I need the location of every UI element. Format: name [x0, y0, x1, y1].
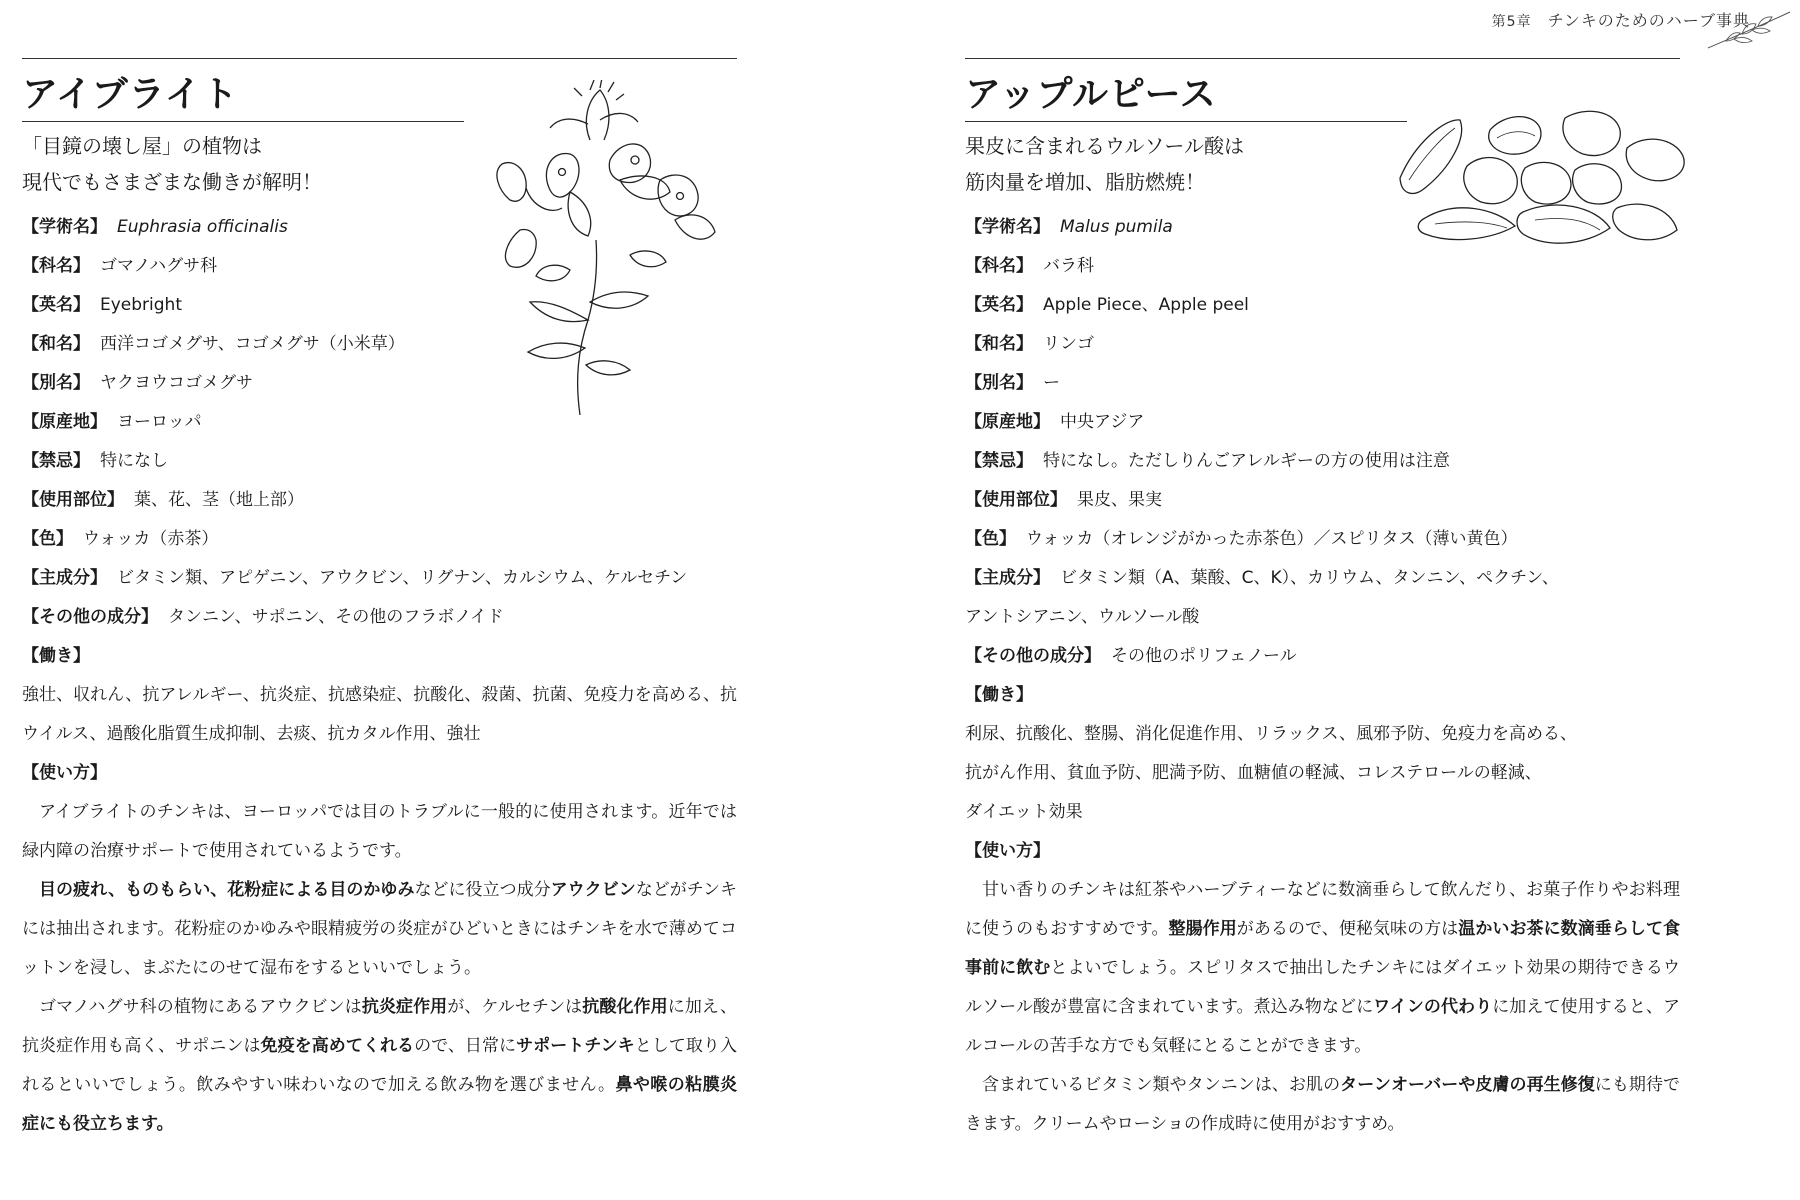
field-value: その他のポリフェノール: [1111, 646, 1297, 666]
usage-heading: 【使い方】: [22, 763, 107, 783]
bold-phrase: 鼻や喉の粘膜炎症にも役立ちます。: [22, 1075, 737, 1134]
field-value: ビタミン類、アピゲニン、アウクビン、リグナン、カルシウム、ケルセチン: [117, 568, 688, 588]
usage-paragraph-2: [965, 1066, 1680, 1144]
text-run: ので、日常に: [414, 1036, 517, 1056]
field-key: 【英名】: [965, 295, 1033, 315]
field-value: Eyebright: [100, 295, 182, 315]
field-row-contraindication: [22, 442, 737, 481]
effects-heading: 【働き】: [22, 646, 90, 666]
usage-paragraph-1: [965, 871, 1680, 1066]
herb-fields: [965, 208, 1680, 1144]
bold-phrase: 温かいお茶に数滴垂らして食事前に飲む: [965, 919, 1681, 978]
field-value: ウォッカ（赤茶）: [83, 529, 219, 549]
field-value: 中央アジア: [1060, 412, 1145, 432]
field-key: 【禁忌】: [965, 451, 1033, 471]
text-run: などがチンキには抽出されます。花粉症のかゆみや眼精疲労の炎症がひどいときにはチンキを水で薄めてコットンを浸し、まぶたにのせて湿布をするといいでしょう。: [22, 880, 738, 978]
chapter-title: チンキのためのハーブ事典: [1547, 11, 1750, 30]
herb-title: アップルピース: [965, 74, 1217, 115]
chapter-number: 第5章: [1491, 14, 1532, 30]
bold-phrase: 抗炎症作用: [361, 997, 448, 1017]
bold-phrase: 免疫を高めてくれる: [260, 1036, 415, 1056]
field-row-color: [22, 520, 737, 559]
text-run: に加え、抗炎症作用も高く、サポニンは: [22, 997, 738, 1056]
field-key: 【色】: [965, 529, 1016, 549]
leaf-sprig-icon: [1706, 8, 1792, 54]
effects-line-2: 抗がん作用、貧血予防、肥満予防、血糖値の軽減、コレステロールの軽減、: [965, 763, 1542, 783]
bold-phrase: 抗酸化作用: [582, 997, 668, 1017]
field-value: ビタミン類（A、葉酸、C、K）、カリウム、タンニン、ペクチン、: [1060, 568, 1559, 588]
bold-phrase: アウクビン: [550, 880, 636, 900]
usage-paragraph-3: [22, 988, 737, 1144]
field-key: 【別名】: [965, 373, 1033, 393]
field-value: 特になし: [100, 451, 168, 471]
field-row-main-components: [22, 559, 737, 598]
field-key: 【使用部位】: [965, 490, 1067, 510]
text-run: があるので、便秘気味の方は: [1236, 919, 1459, 939]
field-row-parts: [965, 481, 1680, 520]
field-row-parts: [22, 481, 737, 520]
field-value: リンゴ: [1043, 334, 1094, 354]
field-row-contraindication: [965, 442, 1680, 481]
text-run: として取り入れるといいでしょう。飲みやすい味わいなので加える飲み物を選びません。: [22, 1036, 737, 1095]
field-row-main-components-cont: [965, 598, 1680, 637]
field-key: 【英名】: [22, 295, 90, 315]
title-underline: [965, 121, 1407, 122]
field-value: アントシアニン、ウルソール酸: [965, 607, 1200, 627]
field-key: 【主成分】: [22, 568, 107, 588]
field-key: 【別名】: [22, 373, 90, 393]
effects-heading: 【働き】: [965, 685, 1033, 705]
effects-line-3: ダイエット効果: [965, 802, 1083, 822]
field-key: 【禁忌】: [22, 451, 90, 471]
field-row-other-components: [965, 637, 1680, 676]
field-value: Euphrasia officinalis: [117, 217, 288, 237]
field-row-japanese: [965, 325, 1680, 364]
bold-phrase: ワインの代わり: [1373, 997, 1493, 1017]
field-key: 【その他の成分】: [22, 607, 158, 627]
text-run: ゴマノハグサ科の植物にあるアウクビンは: [39, 997, 362, 1017]
field-key: 【和名】: [22, 334, 90, 354]
field-key: 【科名】: [965, 256, 1033, 276]
text-run: とよいでしょう。スピリタスで抽出したチンキにはダイエット効果の期待できるウルソール酸が豊富に含まれています。煮込み物などに: [965, 958, 1680, 1017]
effects-line-1: 利尿、抗酸化、整腸、消化促進作用、リラックス、風邪予防、免疫力を高める、: [965, 724, 1577, 744]
field-key: 【原産地】: [965, 412, 1050, 432]
text-run: が、ケルセチンは: [447, 997, 583, 1017]
field-value: 果皮、果実: [1077, 490, 1162, 510]
field-key: 【学術名】: [22, 217, 107, 237]
field-row-origin: [965, 403, 1680, 442]
apple-pieces-illustration: [1395, 108, 1695, 268]
bold-phrase: ターンオーバーや皮膚の再生修復: [1340, 1075, 1595, 1095]
tagline-line-2: 現代でもさまざまな働きが解明！: [22, 170, 322, 194]
field-value: ー: [1043, 373, 1060, 393]
field-row-alias: [965, 364, 1680, 403]
field-value: 西洋コゴメグサ、コゴメグサ（小米草）: [100, 334, 405, 354]
field-row-other-components: [22, 598, 737, 637]
usage-paragraph-2: [22, 871, 737, 988]
field-value: ゴマノハグサ科: [100, 256, 218, 276]
field-key: 【原産地】: [22, 412, 107, 432]
bold-phrase: サポートチンキ: [516, 1036, 635, 1056]
field-key: 【その他の成分】: [965, 646, 1101, 666]
field-value: タンニン、サポニン、その他のフラボノイド: [168, 607, 504, 627]
field-value: ヤクヨウコゴメグサ: [100, 373, 253, 393]
tagline-line-1: 果皮に含まれるウルソール酸は: [965, 134, 1244, 158]
field-key: 【使用部位】: [22, 490, 124, 510]
effects-text: 強壮、収れん、抗アレルギー、抗炎症、抗感染症、抗酸化、殺菌、抗菌、免疫力を高める、抗ウイルス、過酸化脂質生成抑制、去痰、抗カタル作用、強壮: [22, 685, 737, 744]
bold-phrase: 目の疲れ、ものもらい、花粉症による目のかゆみ: [39, 880, 415, 900]
usage-paragraph-1: アイブライトのチンキは、ヨーロッパでは目のトラブルに一般的に使用されます。近年では緑内障の治療サポートで使用されているようです。: [22, 802, 737, 861]
field-key: 【和名】: [965, 334, 1033, 354]
field-row-color: [965, 520, 1680, 559]
field-key: 【科名】: [22, 256, 90, 276]
field-key: 【主成分】: [965, 568, 1050, 588]
field-value: Malus pumila: [1060, 217, 1173, 237]
eyebright-flower-illustration: [470, 80, 730, 415]
text-run: 含まれているビタミン類やタンニンは、お肌の: [982, 1075, 1341, 1095]
field-value: ウォッカ（オレンジがかった赤茶色）／スピリタス（薄い黄色）: [1026, 529, 1518, 549]
field-key: 【学術名】: [965, 217, 1050, 237]
title-underline: [22, 121, 464, 122]
field-value: 葉、花、茎（地上部）: [134, 490, 304, 510]
text-run: にも期待できます。クリームやローショの作成時に使用がおすすめ。: [965, 1075, 1681, 1134]
field-value: ヨーロッパ: [117, 412, 202, 432]
usage-heading: 【使い方】: [965, 841, 1050, 861]
field-key: 【色】: [22, 529, 73, 549]
text-run: などに役立つ成分: [414, 880, 551, 900]
text-run: 甘い香りのチンキは紅茶やハーブティーなどに数滴垂らして飲んだり、お菓子作りやお料理に使うのもおすすめです。: [965, 880, 1680, 939]
tagline-line-2: 筋肉量を増加、脂肪燃焼！: [965, 170, 1205, 194]
field-row-main-components: [965, 559, 1680, 598]
bold-phrase: 整腸作用: [1168, 919, 1237, 939]
field-value: Apple Piece、Apple peel: [1043, 295, 1249, 315]
herb-title: アイブライト: [22, 74, 239, 115]
field-value: 特になし。ただしりんごアレルギーの方の使用は注意: [1043, 451, 1450, 471]
field-row-english: [965, 286, 1680, 325]
field-value: バラ科: [1043, 256, 1094, 276]
top-rule: [965, 58, 1680, 59]
top-rule: [22, 58, 737, 59]
text-run: に加えて使用すると、アルコールの苦手な方でも気軽にとることができます。: [965, 997, 1680, 1056]
tagline-line-1: 「目鏡の壊し屋」の植物は: [22, 134, 262, 158]
